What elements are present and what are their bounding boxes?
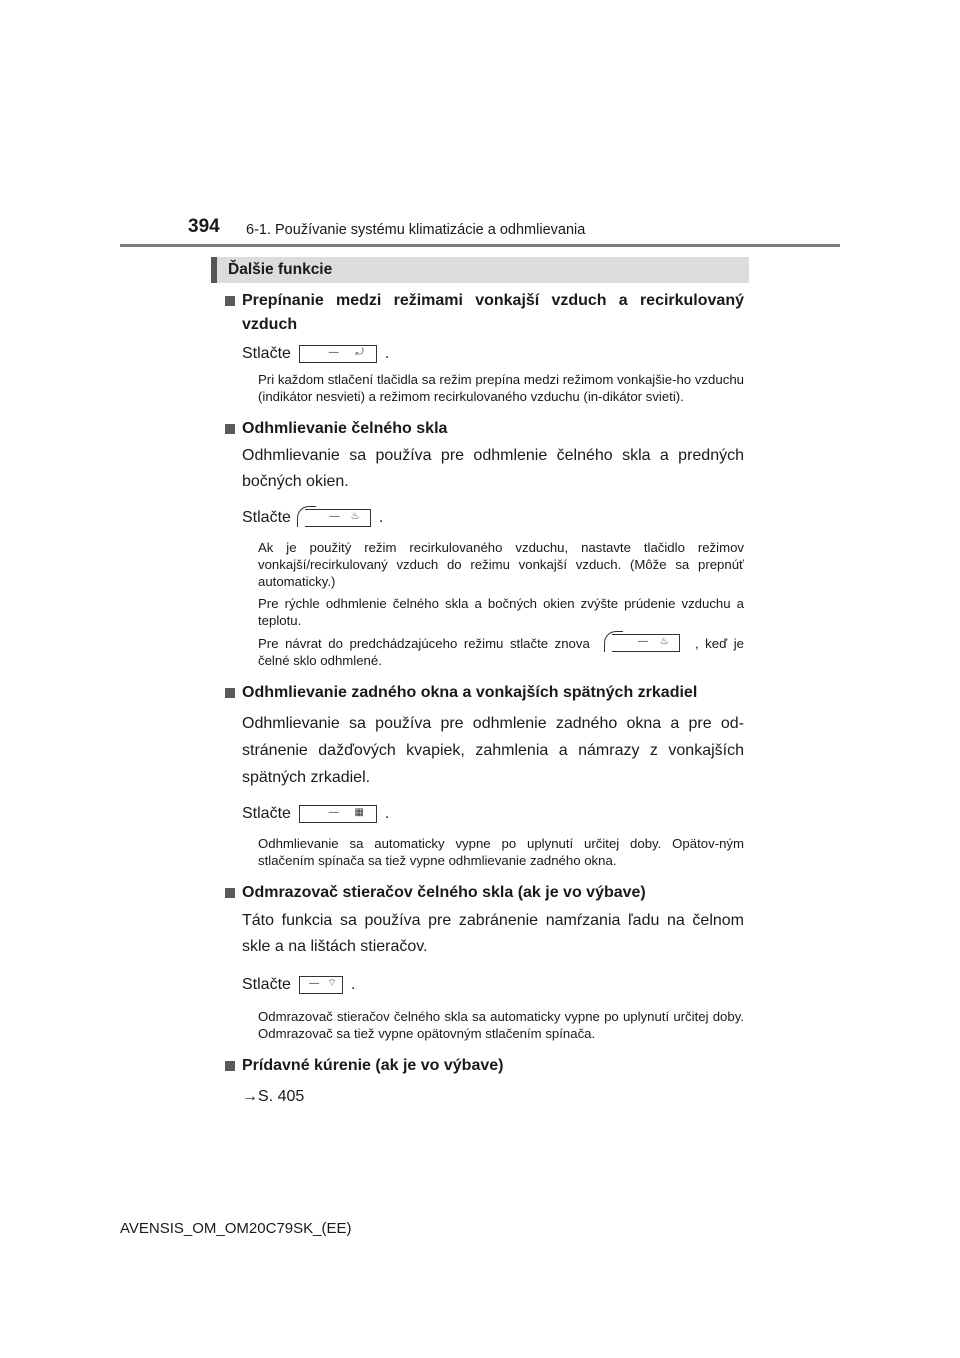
dash-icon: —: [637, 636, 648, 647]
windshield-defog-icon: ♨: [350, 511, 360, 522]
page-reference-link[interactable]: →S. 405: [242, 1088, 305, 1105]
heading-rear-defog: Odhmlievanie zadného okna a vonkajších spätných zrkadiel: [224, 681, 744, 705]
rear-defog-icon: ▦: [354, 807, 364, 818]
dash-icon: —: [329, 511, 340, 522]
chapter-title: 6-1. Používanie systému klimatizácie a odhmlievania: [246, 222, 586, 238]
note-wiper-deicer: Odmrazovač stieračov čelného skla sa automaticky vypne po uplynutí určitej doby. Odmrazovač sa tiež vypne opätovným stlačením spínača.: [258, 1009, 744, 1041]
press-label: Stlačte: [242, 976, 291, 993]
wiper-deicer-icon: ⌔: [327, 978, 337, 989]
heading-aux-heater: Prídavné kúrenie (ak je vo výbave): [224, 1054, 744, 1078]
press-period: .: [384, 345, 390, 362]
recirculation-button-graphic: [299, 345, 377, 363]
dash-icon: —: [328, 347, 339, 358]
press-instruction: [242, 505, 744, 531]
section-title: Ďalšie funkcie: [228, 261, 333, 278]
note-rear-defog: Odhmlievanie sa automaticky vypne po uplynutí určitej doby. Opätov-ným stlačením spínača sa tiež vypne odhmlievanie zadného okna.: [258, 836, 744, 868]
press-period: .: [350, 976, 356, 993]
footer-code: AVENSIS_OM_OM20C79SK_(EE): [120, 1220, 352, 1237]
wiper-deicer-button-graphic: [299, 976, 343, 994]
note-quick-defog: Pre rýchle odhmlenie čelného skla a bočných okien zvýšte prúdenie vzduchu a teplotu.: [258, 596, 744, 628]
press-label: Stlačte: [242, 345, 291, 362]
section-header: [211, 257, 749, 283]
note-recirculation: Pri každom stlačení tlačidla sa režim prepína medzi režimom vonkajšie-ho vzduchu (indikátor nesvieti) a režimom recirkulovaného vzduchu (in-dikátor svieti).: [258, 372, 744, 404]
recirculation-icon: ⤾: [355, 347, 364, 358]
para-wiper-deicer: Táto funkcia sa používa pre zabránenie namŕzania ľadu na čelnom skle a na lištách stieračov.: [242, 912, 744, 955]
press-instruction: [242, 972, 744, 998]
press-instruction: [242, 341, 744, 367]
press-instruction: [242, 801, 744, 827]
page-number: 394: [188, 216, 220, 237]
heading-recirculation: Prepínanie medzi režimami vonkajší vzduch a recirkulovaný vzduch: [224, 289, 744, 337]
heading-windshield-defog: Odhmlievanie čelného skla: [224, 417, 744, 441]
press-period: .: [384, 805, 390, 822]
note-text: Pre návrat do predchádzajúceho režimu stlačte znova: [258, 636, 590, 651]
rear-defog-button-graphic: [299, 805, 377, 823]
windshield-defog-button-graphic: [305, 509, 371, 527]
dash-icon: —: [309, 978, 320, 989]
note-recirculation-mode: Ak je použitý režim recirkulovaného vzduchu, nastavte tlačidlo režimov vonkajší/recirkulovaný vzduch do režimu vonkajší vzduch. (Môže sa prepnúť automaticky.): [258, 540, 744, 589]
note-return-mode: [258, 634, 744, 669]
para-windshield-defog: Odhmlievanie sa používa pre odhmlenie čelného skla a predných bočných okien.: [242, 447, 744, 490]
press-period: .: [378, 509, 384, 526]
header-rule: [120, 244, 840, 247]
para-rear-defog: Odhmlievanie sa používa pre odhmlenie zadného okna a pre od-stránenie dažďových kvapiek, zahmlenia a námrazy z vonkajších spätných zrkadiel.: [242, 715, 744, 786]
windshield-defog-button-graphic: [612, 634, 680, 652]
press-label: Stlačte: [242, 805, 291, 822]
page-content: [224, 289, 744, 1110]
windshield-defog-icon: ♨: [659, 636, 669, 647]
dash-icon: —: [328, 807, 339, 818]
press-label: Stlačte: [242, 509, 291, 526]
heading-wiper-deicer: Odmrazovač stieračov čelného skla (ak je vo výbave): [224, 881, 744, 905]
note-text: , keď je čelné sklo odhmlené.: [258, 636, 745, 668]
